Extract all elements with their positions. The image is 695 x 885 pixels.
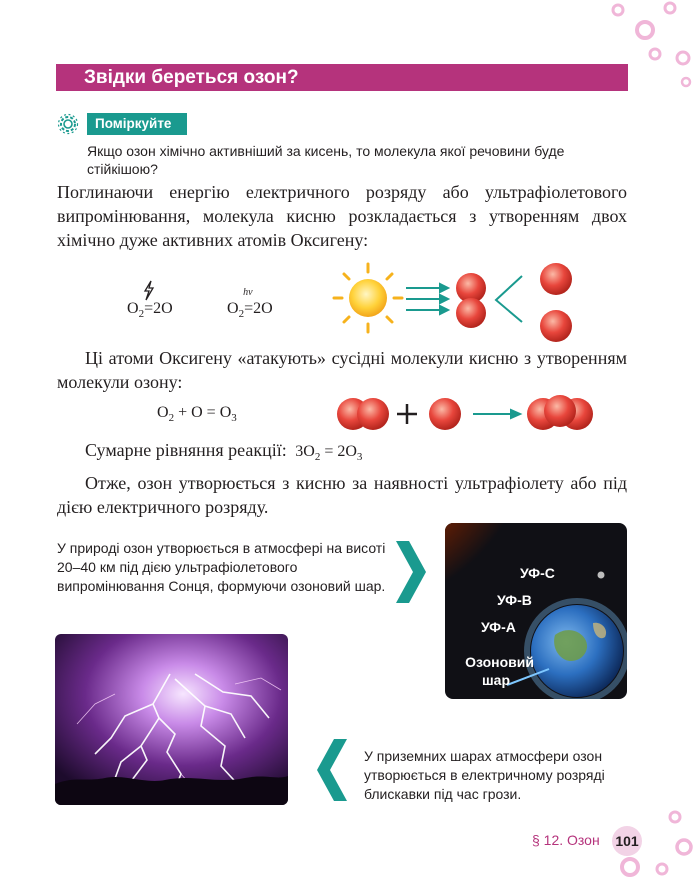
label-ozone-layer xyxy=(452,653,534,689)
chevron-right-icon xyxy=(393,541,427,603)
summary-eq-a-sub: 2 xyxy=(314,451,321,464)
formula-uv-left: O xyxy=(227,300,239,317)
think-label: Поміркуйте xyxy=(87,113,187,135)
formula-electric-left: O xyxy=(127,300,139,317)
split-arrows xyxy=(496,276,522,322)
formula-electric-right: 2O xyxy=(153,300,173,317)
page-number: 101 xyxy=(612,826,642,856)
eq-o: O xyxy=(191,404,203,421)
formula-uv-sub: 2 xyxy=(238,308,245,321)
oxygen-atom-top xyxy=(540,263,572,295)
oxygen-molecule xyxy=(337,398,389,430)
equation-ozone xyxy=(157,404,237,424)
ozone-formation-illustration xyxy=(333,392,598,436)
eq-o2: O xyxy=(157,404,169,421)
sun-icon xyxy=(334,264,402,332)
formula-electric: $O_2=$ 2O xyxy=(127,300,173,320)
label-ozone-line1: Озоновий xyxy=(465,654,534,670)
gear-icon xyxy=(57,113,79,135)
caption-lightning: У приземних шарах атмосфери озон утворюється в електричному розряді блискавки під час грози. xyxy=(364,748,605,802)
caption-atmosphere: У природі озон утворюється в атмосфері на висоті 20–40 км під дією ультрафіолетового випромінювання Сонця, формуючи озоновий шар. xyxy=(57,540,386,594)
formula-uv-right: 2O xyxy=(253,300,273,317)
uv-arrows xyxy=(406,284,448,314)
label-uvc: УФ-С xyxy=(520,565,555,581)
eq-equals: = xyxy=(206,404,216,421)
oxygen-molecule-vertical xyxy=(456,273,486,328)
chevron-left-icon xyxy=(316,739,350,801)
formula-uv-over: hν xyxy=(243,287,253,298)
paragraph-attack: Ці атоми Оксигену «атакують» сусідні молекули кисню з утворенням молекули озону: xyxy=(57,348,627,392)
formula-electric-sub: 2 xyxy=(138,308,145,321)
eq-o3-sub: 3 xyxy=(231,412,237,425)
ozone-molecule xyxy=(527,395,593,430)
summary-eq-c: 2O xyxy=(337,443,357,460)
summary-equation xyxy=(295,443,363,464)
formula-uv: $O_2=$ hν 2O xyxy=(227,287,273,321)
paragraph-conclusion: Отже, озон утворюється з кисню за наявності ультрафіолету або під дією електричного розряду. xyxy=(57,473,627,517)
label-uva: УФ-А xyxy=(481,619,516,635)
label-uvb: УФ-В xyxy=(497,592,532,608)
footer-section: § 12. Озон xyxy=(532,832,600,848)
lightning-icon xyxy=(142,280,156,302)
summary-eq-a: 3O xyxy=(295,443,315,460)
lightning-storm-image xyxy=(55,634,288,805)
uv-dissociation-illustration xyxy=(330,258,590,348)
reaction-arrow xyxy=(473,410,520,418)
paragraph-decomposition: Поглинаючи енергію електричного розряду або ультрафіолетового випромінювання, молекула кисню розкладається з утворенням двох хімічно дуже активних атомів Оксигену: xyxy=(57,182,627,250)
summary-label: Сумарне рівняння реакції: xyxy=(85,440,287,460)
summary-eq-c-sub: 3 xyxy=(356,451,363,464)
summary-line xyxy=(85,440,362,463)
eq-o2-sub: 2 xyxy=(168,412,175,425)
plus-icon xyxy=(397,404,417,424)
think-question: Якщо озон хімічно активніший за кисень, то молекула якої речовини буде стійкішою? xyxy=(87,143,565,177)
section-title: Звідки береться озон? xyxy=(56,64,628,91)
label-ozone-line2: шар xyxy=(481,672,510,688)
oxygen-atom xyxy=(429,398,461,430)
eq-o3: O xyxy=(219,404,232,421)
oxygen-atom-bottom xyxy=(540,310,572,342)
summary-eq-equals: = xyxy=(324,443,334,460)
eq-plus: + xyxy=(178,404,188,421)
